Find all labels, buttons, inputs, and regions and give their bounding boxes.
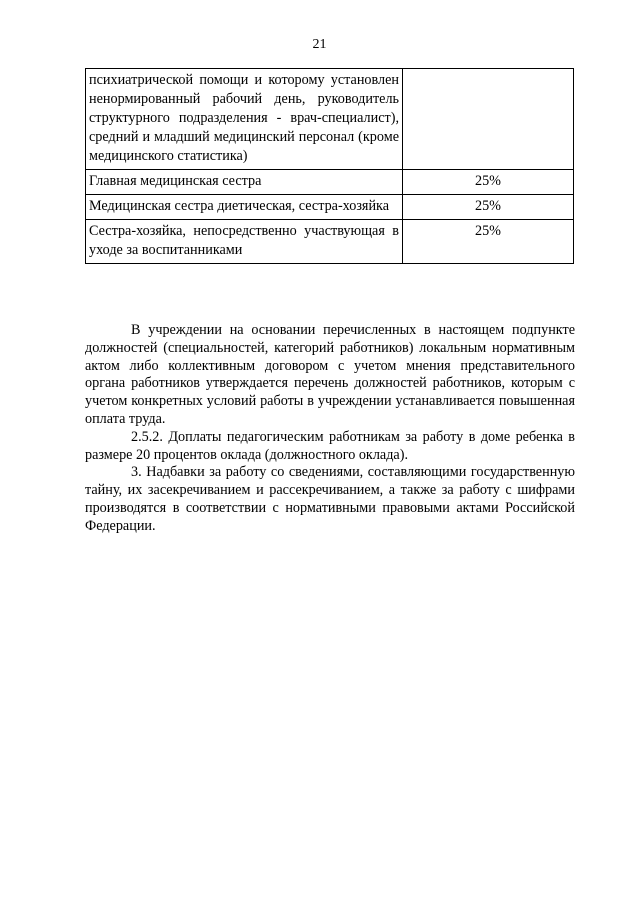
table-row bbox=[86, 69, 574, 170]
rate-cell: 25% bbox=[403, 220, 574, 264]
allowance-table bbox=[85, 68, 574, 264]
paragraph: 3. Надбавки за работу со сведениями, составляющими государственную тайну, их засекречиванием и рассекречиванием, а также за работу с шифрами производятся в соответствии с нормативными правовыми актами Российской Федерации. bbox=[85, 464, 575, 534]
rate-cell: 25% bbox=[403, 170, 574, 195]
table-row bbox=[86, 220, 574, 264]
paragraph: В учреждении на основании перечисленных в настоящем подпункте должностей (специальностей, категорий работников) локальным нормативным актом либо коллективным договором с учетом мнения представительного органа работников утверждается перечень должностей работников, которым с учетом конкретных условий работы в учреждении устанавливается повышенная оплата труда. bbox=[85, 322, 575, 427]
page-number: 21 bbox=[312, 37, 327, 52]
position-cell: психиатрической помощи и которому установлен ненормированный рабочий день, руководитель структурного подразделения - врач-специалист), средний и младший медицинский персонал (кроме медицинского статистика) bbox=[86, 69, 403, 170]
paragraph: 2.5.2. Доплаты педагогическим работникам за работу в доме ребенка в размере 20 процентов оклада (должностного оклада). bbox=[85, 428, 575, 463]
allowance-table-body bbox=[86, 69, 574, 264]
rate-cell: 25% bbox=[403, 195, 574, 220]
table-row bbox=[86, 170, 574, 195]
rate-cell bbox=[403, 69, 574, 170]
position-cell: Главная медицинская сестра bbox=[86, 170, 403, 195]
position-cell: Медицинская сестра диетическая, сестра-хозяйка bbox=[86, 195, 403, 220]
body-text bbox=[85, 322, 575, 536]
position-cell: Сестра-хозяйка, непосредственно участвующая в уходе за воспитанниками bbox=[86, 220, 403, 264]
table-row bbox=[86, 195, 574, 220]
